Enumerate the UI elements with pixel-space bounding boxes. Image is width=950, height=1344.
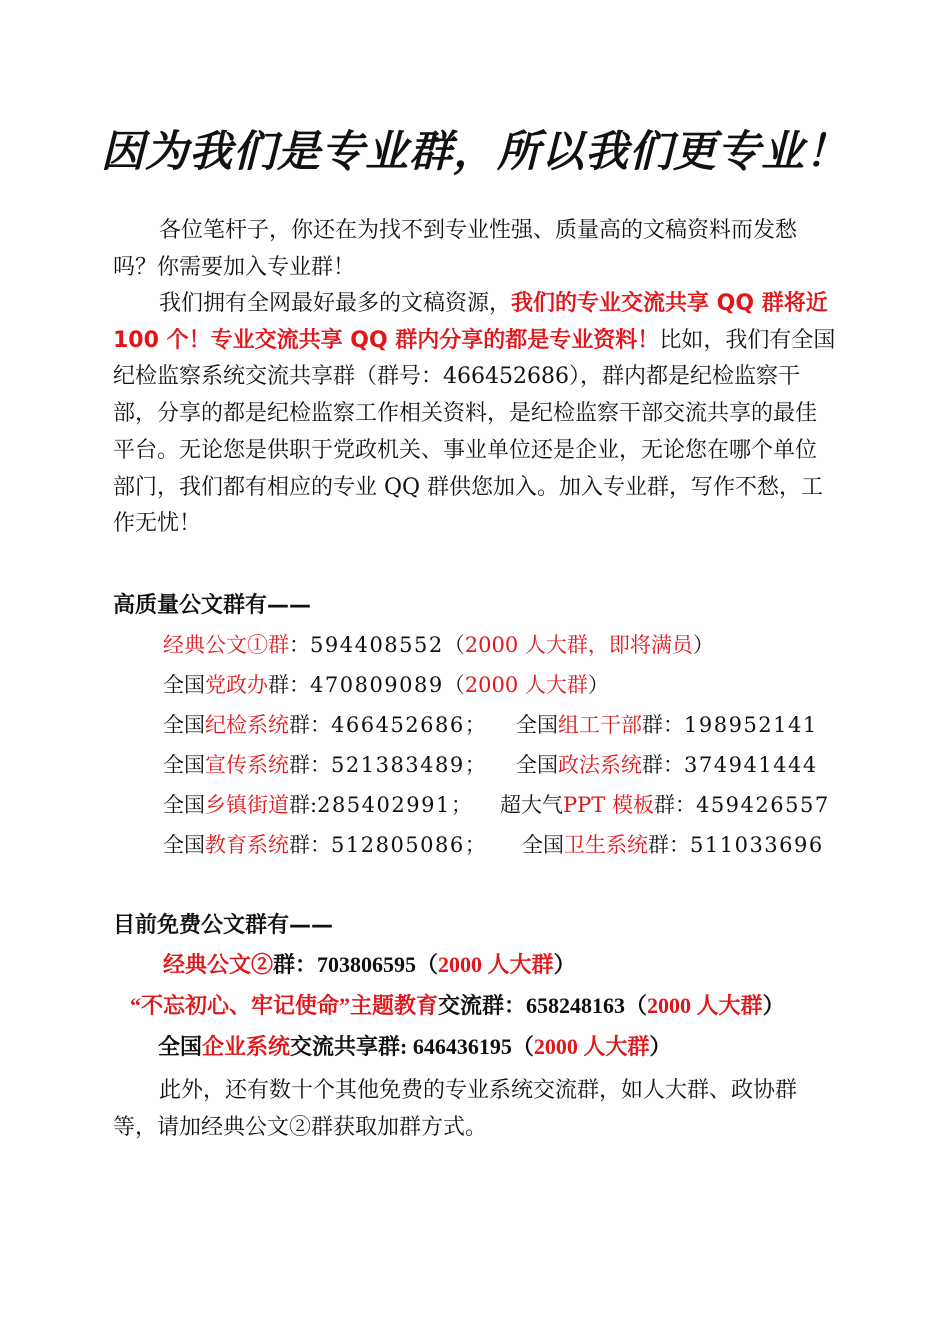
group-number: 459426557 xyxy=(695,793,830,817)
group-number: 285402991； xyxy=(317,793,474,817)
group-prefix: 全国 xyxy=(163,793,205,817)
group-row-weisheng xyxy=(522,829,824,859)
group-row-xiangzhen xyxy=(163,789,473,819)
group-name: 经典公文② xyxy=(163,952,274,977)
group-number: 198952141 xyxy=(684,713,818,737)
intro-paragraph-1: 各位笔杆子，你还在为找不到专业性强、质量高的文稿资料而发愁吗？你需要加入专业群！ xyxy=(113,218,798,280)
group-name: 政法系统 xyxy=(558,753,642,777)
group-number: 466452686； xyxy=(331,713,488,737)
group-sep: ： xyxy=(289,633,310,657)
group-row-ppt xyxy=(500,789,830,819)
group-suffix: 群： xyxy=(642,753,684,777)
free-row-jingdian-2 xyxy=(163,948,576,979)
group-name: 教育系统 xyxy=(205,833,289,857)
group-row-xuanchuan xyxy=(163,749,487,779)
group-prefix: 全国 xyxy=(163,833,205,857)
group-row-jijian xyxy=(163,709,487,739)
group-name: 经典公文①群 xyxy=(163,633,289,657)
group-row-jiaoyu xyxy=(163,829,487,859)
group-name: 党政办 xyxy=(205,673,268,697)
group-number: 646436195 xyxy=(412,1034,512,1059)
group-name: “不忘初心、牢记使命”主题教育 xyxy=(130,993,439,1018)
group-suffix: 群： xyxy=(268,673,310,697)
group-number: 374941444 xyxy=(684,753,818,777)
group-name: 乡镇街道 xyxy=(205,793,289,817)
group-suffix: 交流共享群: xyxy=(290,1034,413,1059)
group-number: 470809089 xyxy=(310,673,444,697)
group-suffix: 群： xyxy=(289,833,331,857)
paren-close: ） xyxy=(762,993,785,1018)
group-row-dangzhengban xyxy=(163,669,609,699)
group-number: 511033696 xyxy=(690,833,824,857)
group-row-zhengfa xyxy=(516,749,818,779)
group-suffix: 群： xyxy=(273,952,318,977)
paren-open: （ xyxy=(511,1034,534,1059)
intro-p2-highlight: 我们的专业交流共享 QQ 群将近 100 个！专业交流共享 QQ 群内分享的都是专业资料！ xyxy=(113,291,828,353)
group-suffix: 群： xyxy=(642,713,684,737)
paren-close: ） xyxy=(692,633,714,657)
group-row-zugong xyxy=(516,709,818,739)
paren-close: ） xyxy=(587,673,609,697)
group-prefix: 全国 xyxy=(516,713,558,737)
paid-groups-heading: 高质量公文群有—— xyxy=(113,593,312,618)
group-number: 658248163 xyxy=(526,993,626,1018)
group-name: 卫生系统 xyxy=(564,833,648,857)
group-number: 594408552 xyxy=(310,633,444,657)
group-name: PPT 模板 xyxy=(563,793,654,817)
group-prefix: 全国 xyxy=(163,713,205,737)
group-note: 2000 人大群，即将满员 xyxy=(464,633,693,657)
closing-paragraph: 此外，还有数十个其他免费的专业系统交流群，如人大群、政协群等，请加经典公文②群获取加群方式。 xyxy=(113,1078,798,1140)
group-name: 宣传系统 xyxy=(205,753,289,777)
intro-p2-start: 我们拥有全网最好最多的文稿资源， xyxy=(159,291,512,316)
intro-paragraph-2 xyxy=(113,286,838,543)
paren-close: ） xyxy=(649,1034,672,1059)
group-number: 512805086； xyxy=(331,833,488,857)
group-prefix: 全国 xyxy=(158,1034,203,1059)
page-title: 因为我们是专业群，所以我们更专业！ xyxy=(101,127,849,177)
group-note: 2000 人大群 xyxy=(464,673,588,697)
group-number: 521383489； xyxy=(331,753,488,777)
group-name: 组工干部 xyxy=(558,713,642,737)
paren-open: （ xyxy=(443,673,465,697)
group-suffix: 群： xyxy=(289,713,331,737)
group-note: 2000 人大群 xyxy=(533,1034,650,1059)
paren-close: ） xyxy=(553,952,576,977)
paren-open: （ xyxy=(625,993,648,1018)
group-suffix: 交流群： xyxy=(438,993,527,1018)
group-prefix: 全国 xyxy=(163,673,205,697)
group-row-jingdian-1 xyxy=(163,629,714,659)
group-note: 2000 人大群 xyxy=(438,952,554,977)
group-prefix: 全国 xyxy=(522,833,564,857)
group-name: 企业系统 xyxy=(202,1034,291,1059)
paren-open: （ xyxy=(416,952,439,977)
group-suffix: 群： xyxy=(653,793,696,817)
group-name: 纪检系统 xyxy=(205,713,289,737)
intro-p2-end: 比如，我们有全国纪检监察系统交流共享群（群号：466452686），群内都是纪检监察干部，分享的都是纪检监察工作相关资料，是纪检监察干部交流共享的最佳平台。无论您是供职于党政机关、事业单位还是企业，无论您在哪个单位部门，我们都有相应的专业 QQ 群供您加入。加入专业群，写作不愁，工作无忧！ xyxy=(113,327,836,537)
paren-open: （ xyxy=(443,633,465,657)
group-suffix: 群: xyxy=(289,793,318,817)
group-prefix: 全国 xyxy=(163,753,205,777)
group-suffix: 群： xyxy=(648,833,690,857)
group-prefix: 超大气 xyxy=(500,793,563,817)
free-groups-heading: 目前免费公文群有—— xyxy=(113,913,334,938)
group-note: 2000 人大群 xyxy=(647,993,763,1018)
group-number: 703806595 xyxy=(317,952,417,977)
group-prefix: 全国 xyxy=(516,753,558,777)
free-row-qiye xyxy=(158,1030,671,1061)
free-row-zhuti-jiaoyu xyxy=(130,989,785,1020)
group-suffix: 群： xyxy=(289,753,331,777)
